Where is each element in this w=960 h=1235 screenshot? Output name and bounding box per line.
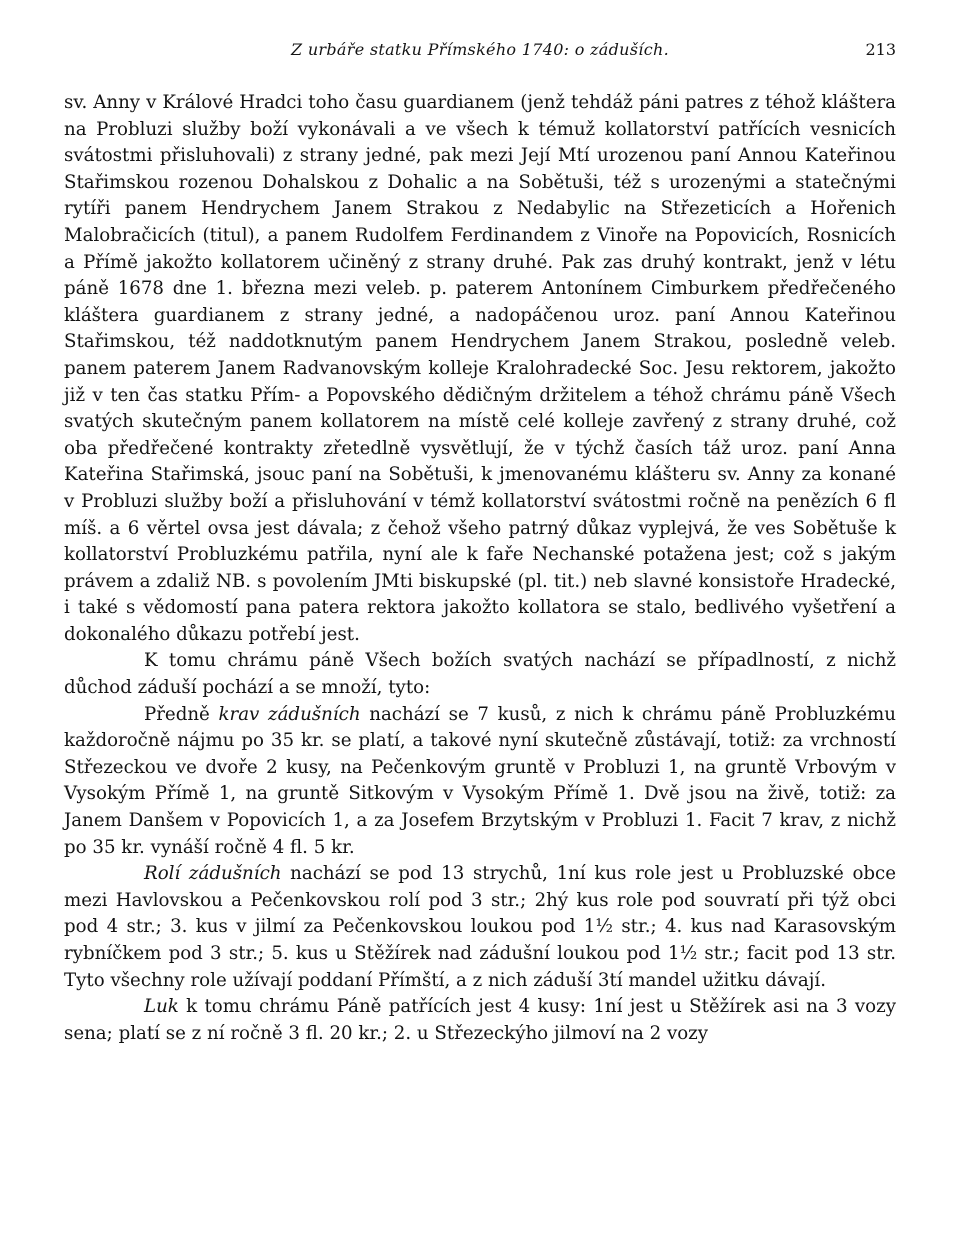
paragraph-3-lead: Předně <box>144 703 219 725</box>
paragraph-3 <box>64 702 896 862</box>
paragraph-3-text: nachází se 7 kusů, z nich k chrámu páně Probluzkému každoročně nájmu po 35 kr. se platí, a takové nyní skutečně zůstávají, totiž: za vrchností Střezeckou ve dvoře 2 kusy, na Pečenkovým gruntě v Probluzi 1, na gruntě Vrbovým v Vysokým Přímě 1, na gruntě Sitkovým v Vysokým Přímě 1. Dvě jsou na živě, totiž: za Janem Danšem v Popovicích 1, a za Josefem Brzytským v Probluzi 1. Facit 7 krav, z nichž po 35 kr. vynáší ročně 4 fl. 5 kr. <box>64 703 896 858</box>
paragraph-4 <box>64 861 896 994</box>
running-title: Z urbáře statku Přímského 1740: o záduších. <box>291 40 669 59</box>
running-head <box>64 40 896 70</box>
paragraph-4-emphasis: Rolí zádušních <box>144 863 282 885</box>
page-number: 213 <box>865 40 896 59</box>
body-text <box>64 90 896 1047</box>
paragraph-5 <box>64 994 896 1047</box>
paragraph-5-emphasis: Luk <box>144 996 179 1018</box>
paragraph-4-text: nachází se pod 13 strychů, 1ní kus role jest u Probluzské obce mezi Havlovskou a Pečenkovskou rolí pod 3 str.; 2hý kus role pod souvratí při týž obci pod 4 str.; 3. kus v jilmí za Pečenkovskou loukou pod 1½ str.; 4. kus nad Karasovským rybníčkem pod 3 str.; 5. kus u Stěžírek nad zádušní loukou pod 1½ str.; facit pod 13 str. Tyto všechny role užívají poddaní Přímští, a z nich záduší 3tí mandel užitku dávají. <box>64 863 896 991</box>
paragraph-5-text: k tomu chrámu Páně patřících jest 4 kusy: 1ní jest u Stěžírek asi na 3 vozy sena; platí se z ní ročně 3 fl. 20 kr.; 2. u Střezeckýho jilmoví na 2 vozy <box>64 996 896 1044</box>
paragraph-3-emphasis: krav zádušních <box>218 703 361 725</box>
paragraph-2 <box>64 648 896 701</box>
paragraph-1-text: sv. Anny v Králové Hradci toho času guardianem (jenž tehdáž páni patres z téhož kláštera na Probluzi služby boží vykonávali a ve všech k témuž kollatorství patřících vesnicích svátostmi přisluhovali) z strany jedné, pak mezi Její Mtí urozenou paní Annou Kateřinou Stařimskou rozenou Dohalskou z Dohalic a na Sobětuši, též s urozenými a statečnými rytíři panem Hendrychem Janem Strakou z Nedabylic na Střezeticích a Hořenich Malobračicích (titul), a panem Rudolfem Ferdinandem z Vinoře na Popovicích, Rosnicích a Přímě jakožto kollatorem učiněný z strany druhé. Pak zas druhý kontrakt, jenž v létu páně 1678 dne 1. března mezi veleb. p. paterem Antonínem Cimburkem předřečeného kláštera guardianem z strany jedné, a nadopáčenou uroz. paní Annou Kateřinou Stařimskou, též naddotknutým panem Hendrychem Janem Strakou, posledně veleb. panem paterem Janem Radvanovským kolleje Kralohradecké Soc. Jesu rektorem, jakožto již v ten čas statku Přím- a Popovského dědičným držitelem a téhož chrámu páně Všech svatých skutečným panem kollatorem na místě celé kolleje zavřený z strany druhé, což oba předřečené kontrakty zřetedlně vysvětlují, že v týchž časích táž uroz. paní Anna Kateřina Stařimská, jsouc paní na Sobětuši, k jmenovanému klášteru sv. Anny za konané v Probluzi služby boží a přisluhování v témž kollatorství svátostmi ročně na penězích 6 ﬂ míš. a 6 věrtel ovsa jest dávala; z čehož všeho patrný důkaz vyplejvá, že ves Sobětuše k kollatorství Probluzkému patřila, nyní ale k faře Nechanské potažena jest; což s jakým právem a zdaliž NB. s povolením JMti biskupské (pl. tit.) neb slavné konsistoře Hradecké, i také s vědomostí pana patera rektora jakožto kollatora se stalo, bedlivého vyšetření a dokonalého důkazu potřebí jest. <box>64 92 896 645</box>
book-page <box>64 40 896 1220</box>
paragraph-2-text: K tomu chrámu páně Všech božích svatých nachází se případlností, z nichž důchod záduší pochází a se množí, tyto: <box>64 650 896 699</box>
paragraph-1 <box>64 90 896 648</box>
